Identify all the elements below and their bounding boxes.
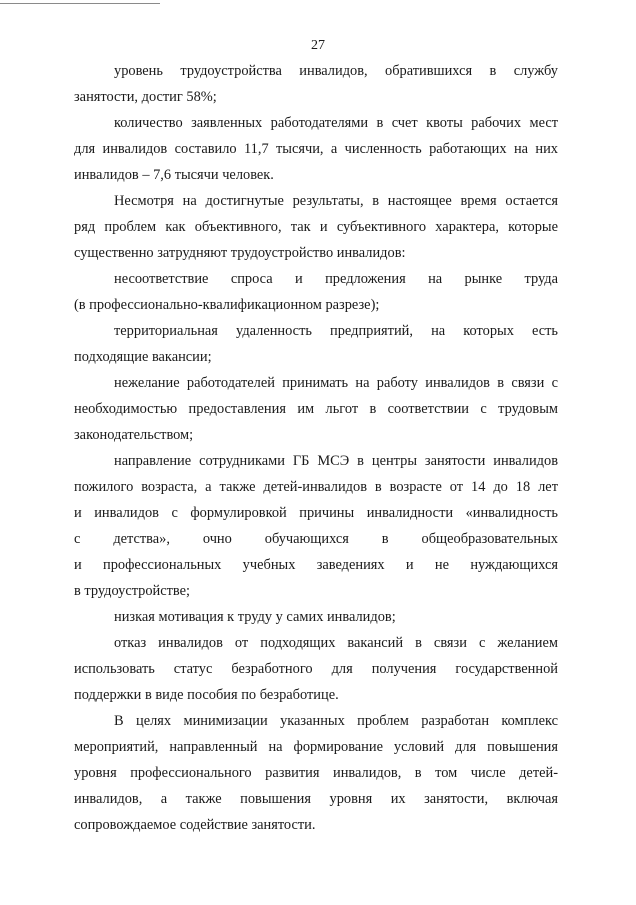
text-line: количество заявленных работодателями в счет квоты рабочих мест bbox=[114, 115, 558, 131]
text-line: инвалидов, а также повышения уровня их занятости, включая bbox=[74, 791, 558, 807]
text-line: уровня профессионального развития инвалидов, в том числе детей- bbox=[74, 765, 558, 781]
text-line: Несмотря на достигнутые результаты, в настоящее время остается bbox=[114, 193, 558, 209]
text-line: существенно затрудняют трудоустройство инвалидов: bbox=[74, 245, 406, 261]
text-line: поддержки в виде пособия по безработице. bbox=[74, 687, 339, 703]
text-line: В целях минимизации указанных проблем разработан комплекс bbox=[114, 713, 558, 729]
text-line: мероприятий, направленный на формирование условий для повышения bbox=[74, 739, 558, 755]
text-line: необходимостью предоставления им льгот в соответствии с трудовым bbox=[74, 401, 558, 417]
text-line: подходящие вакансии; bbox=[74, 349, 212, 365]
text-line: низкая мотивация к труду у самих инвалидов; bbox=[114, 609, 396, 625]
text-line: сопровождаемое содействие занятости. bbox=[74, 817, 316, 833]
text-line: территориальная удаленность предприятий, на которых есть bbox=[114, 323, 558, 339]
text-line: инвалидов – 7,6 тысячи человек. bbox=[74, 167, 274, 183]
text-line: законодательством; bbox=[74, 427, 194, 443]
text-line: в трудоустройстве; bbox=[74, 583, 191, 599]
scan-corner-line bbox=[0, 3, 160, 4]
text-line: ряд проблем как объективного, так и субъективного характера, которые bbox=[74, 219, 558, 235]
text-line: пожилого возраста, а также детей-инвалидов в возрасте от 14 до 18 лет bbox=[74, 479, 558, 495]
text-line: несоответствие спроса и предложения на рынке труда bbox=[114, 271, 558, 287]
text-line: уровень трудоустройства инвалидов, обратившихся в службу bbox=[114, 63, 558, 79]
text-line: и инвалидов с формулировкой причины инвалидности «инвалидность bbox=[74, 505, 558, 521]
text-line: использовать статус безработного для получения государственной bbox=[74, 661, 558, 677]
text-line: и профессиональных учебных заведениях и не нуждающихся bbox=[74, 557, 558, 573]
text-line: (в профессионально-квалификационном разрезе); bbox=[74, 297, 380, 313]
text-line: нежелание работодателей принимать на работу инвалидов в связи с bbox=[114, 375, 558, 391]
page-number: 27 bbox=[311, 38, 325, 53]
document-body bbox=[74, 58, 558, 838]
text-line: направление сотрудниками ГБ МСЭ в центры занятости инвалидов bbox=[114, 453, 558, 469]
text-line: для инвалидов составило 11,7 тысячи, а численность работающих на них bbox=[74, 141, 558, 157]
text-line: занятости, достиг 58%; bbox=[74, 89, 217, 105]
text-line: отказ инвалидов от подходящих вакансий в связи с желанием bbox=[114, 635, 558, 651]
text-line: с детства», очно обучающихся в общеобразовательных bbox=[74, 531, 558, 547]
